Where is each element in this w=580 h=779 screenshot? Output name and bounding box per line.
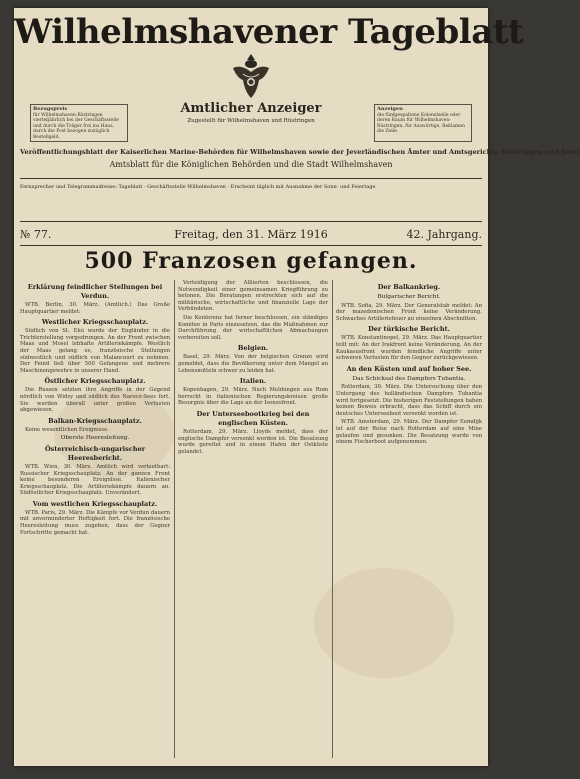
article-paragraph: Keine wesentlichen Ereignisse. (25, 426, 109, 433)
section-heading: Der türkische Bericht. (368, 325, 450, 334)
column-left (20, 280, 170, 760)
article-paragraph: WTB. Amsterdam, 29. März. Der Dampfer Eemdijk ist auf der Reise nach Rotterdam auf eine Mine gelaufen und gesunken. Die Besatzung wurde von einem Fischerboot aufgenommen. (336, 419, 482, 446)
notice-line: Fernsprecher und Telegrammadresse: Tageblatt · Geschäftsstelle Wilhelmshaven · Erscheint täglich mit Ausnahme der Sonn- und Feiertage (20, 184, 376, 190)
front-page-headline: 500 Franzosen gefangen. (84, 248, 418, 274)
publisher-line-1: Veröffentlichungsblatt der Kaiserlichen Marine-Behörden für Wilhelmshaven sowie der Jeverländischen Ämter und Amtsgerichte Rüstringen und Jever (20, 148, 580, 156)
article-paragraph: Basel, 29. März. Von der belgischen Grenze wird gemeldet, dass die Bevölkerung unter dem Mangel an Lebensmitteln schwer zu leiden hat. (178, 354, 328, 374)
subscription-price-box (30, 104, 128, 142)
article-paragraph: Rotterdam, 29. März. Lloyds meldet, dass der englische Dampfer versenkt worden ist. Die Besatzung wurde gerettet und in einem Hafen der Ostküste gelandet. (178, 428, 328, 455)
section-heading: Italien. (239, 377, 267, 386)
subscription-text: für Wilhelmshaven-Rüstringen vierteljährlich bei der Geschäftsstelle und durch die Träger frei ins Haus, durch die Post bezogen zuzüglich Bestellgeld. (33, 112, 119, 140)
article-paragraph: WTB. Paris, 29. März. Die Kämpfe vor Verdun dauern mit unverminderter Heftigkeit fort. Die französische Heeresleitung muss zugeben, dass der Gegner Fortschritte gemacht hat. (20, 509, 170, 536)
article-paragraph: Die Russen setzten ihre Angriffe in der Gegend nördlich von Widsy und südlich des Narocz-Sees fort. Sie wurden überall unter großen Verlusten abgewiesen. (20, 387, 170, 414)
issue-date: Freitag, den 31. März 1916 (174, 228, 328, 241)
issue-number: № 77. (20, 228, 52, 241)
subtitle-small: Zugestellt für Wilhelmshaven und Rüstringen (187, 118, 315, 124)
section-subheading: Bulgarischer Bericht. (377, 294, 441, 300)
publisher-line-2: Amtsblatt für die Königlichen Behörden und die Stadt Wilhelmshaven (109, 160, 393, 169)
column-divider (174, 280, 175, 758)
column-middle (178, 280, 328, 760)
advertisement-heading: Anzeigen (377, 106, 403, 112)
dateline (20, 227, 482, 243)
section-heading: Westlicher Kriegsschauplatz. (41, 318, 149, 327)
imperial-eagle-crest-icon (229, 52, 273, 100)
section-heading: An den Küsten und auf hoher See. (346, 364, 472, 373)
section-heading: Der Unterseebootkrieg bei den englischen Küsten. (196, 409, 310, 427)
section-heading: Belgien. (237, 344, 269, 353)
article-paragraph: Verteidigung der Alliierten beschlossen, die Notwendigkeit einer gemeinsamen Kriegführung zu betonen. Die Beratungen erstreckten sich auf die militärische, wirtschaftliche und finanzielle Lage der Verbündeten. (178, 280, 328, 313)
advertisement-price-box (374, 104, 472, 142)
section-subheading: Das Schicksal des Dampfers Tubantia. (352, 375, 466, 382)
newspaper-page (14, 8, 580, 766)
dateline-bottom-rule (20, 245, 482, 246)
advertisement-text: die fünfgespaltene Kolonelzeile oder deren Raum für Wilhelmshaven-Rüstringen, für Auswärtige, Reklamen die Zeile. (377, 112, 465, 134)
article-paragraph: Südlich von St. Eloi wurde der Engländer in die Trichterstellung vorgedrungen. An der Front zwischen Maas und Mosel lebhafte Artilleriekämpfe. Westlich der Maas gelang es, französische Stellungen südwestlich und südlich von Malancourt zu nehmen. Der Feind ließ über 500 Gefangene und mehrere Maschinengewehre in unserer Hand. (20, 328, 170, 374)
subscription-heading: Bezugspreis (33, 106, 68, 112)
dateline-top-rule (20, 221, 482, 222)
article-paragraph: Die Konferenz hat ferner beschlossen, ein ständiges Komitee in Paris einzusetzen, das die Maßnahmen zur Durchführung der wirtschaftlichen Abmachungen vorbereiten soll. (178, 314, 328, 341)
article-paragraph: WTB. Berlin, 30. März. (Amtlich.) Das Große Hauptquartier meldet: (20, 302, 170, 315)
section-heading: Österreichisch-ungarischer Heeresbericht. (44, 444, 146, 462)
section-heading: Erklärung feindlicher Stellungen bei Verdun. (27, 283, 163, 300)
article-paragraph: WTB. Konstantinopel, 29. März. Das Hauptquartier teilt mit: An der Irakfront keine Veränderung. An der Kaukasusfront wurden feindliche Angriffe unter schweren Verlusten für den Gegner zurückgewiesen. (336, 335, 482, 362)
article-paragraph: Rotterdam, 30. März. Die Untersuchung über den Untergang des holländischen Dampfers Tubantia wird fortgesetzt. Die bisherigen Feststellungen haben keinen Beweis erbracht, dass das Schiff durch ein deutsches Unterseeboot versenkt worden ist. (336, 384, 482, 417)
article-paragraph: Kopenhagen, 29. März. Nach Meldungen aus Rom herrscht in italienischen Regierungskreisen große Besorgnis über die Lage an der Isonzofront. (178, 387, 328, 407)
section-heading: Vom westlichen Kriegsschauplatz. (32, 499, 158, 508)
masthead-title: Wilhelmshavener Tageblatt (14, 12, 524, 52)
section-heading: Der Balkankrieg. (377, 283, 441, 291)
header-rule (20, 178, 482, 179)
section-subheading: Oberste Heeresleitung. (60, 435, 130, 442)
article-paragraph: WTB. Sofia, 29. März. Der Generalstab meldet: An der mazedonischen Front keine Veränderung. Schwaches Artilleriefeuer an einzelnen Abschnitten. (336, 302, 482, 322)
column-right (336, 280, 482, 760)
article-paragraph: WTB. Wien, 30. März. Amtlich wird verlautbart: Russischer Kriegsschauplatz. An der ganzen Front keine besonderen Ereignisse. Italienischer Kriegsschauplatz. Die Artilleriekämpfe dauern an. Südöstlicher Kriegsschauplatz. Unverändert. (20, 463, 170, 497)
volume-year: 42. Jahrgang. (406, 228, 482, 241)
section-heading: Östlicher Kriegsschauplatz. (44, 377, 146, 386)
section-heading: Balkan-Kriegsschauplatz. (48, 416, 142, 425)
column-divider (332, 280, 333, 758)
subtitle: Amtlicher Anzeiger (180, 101, 322, 116)
